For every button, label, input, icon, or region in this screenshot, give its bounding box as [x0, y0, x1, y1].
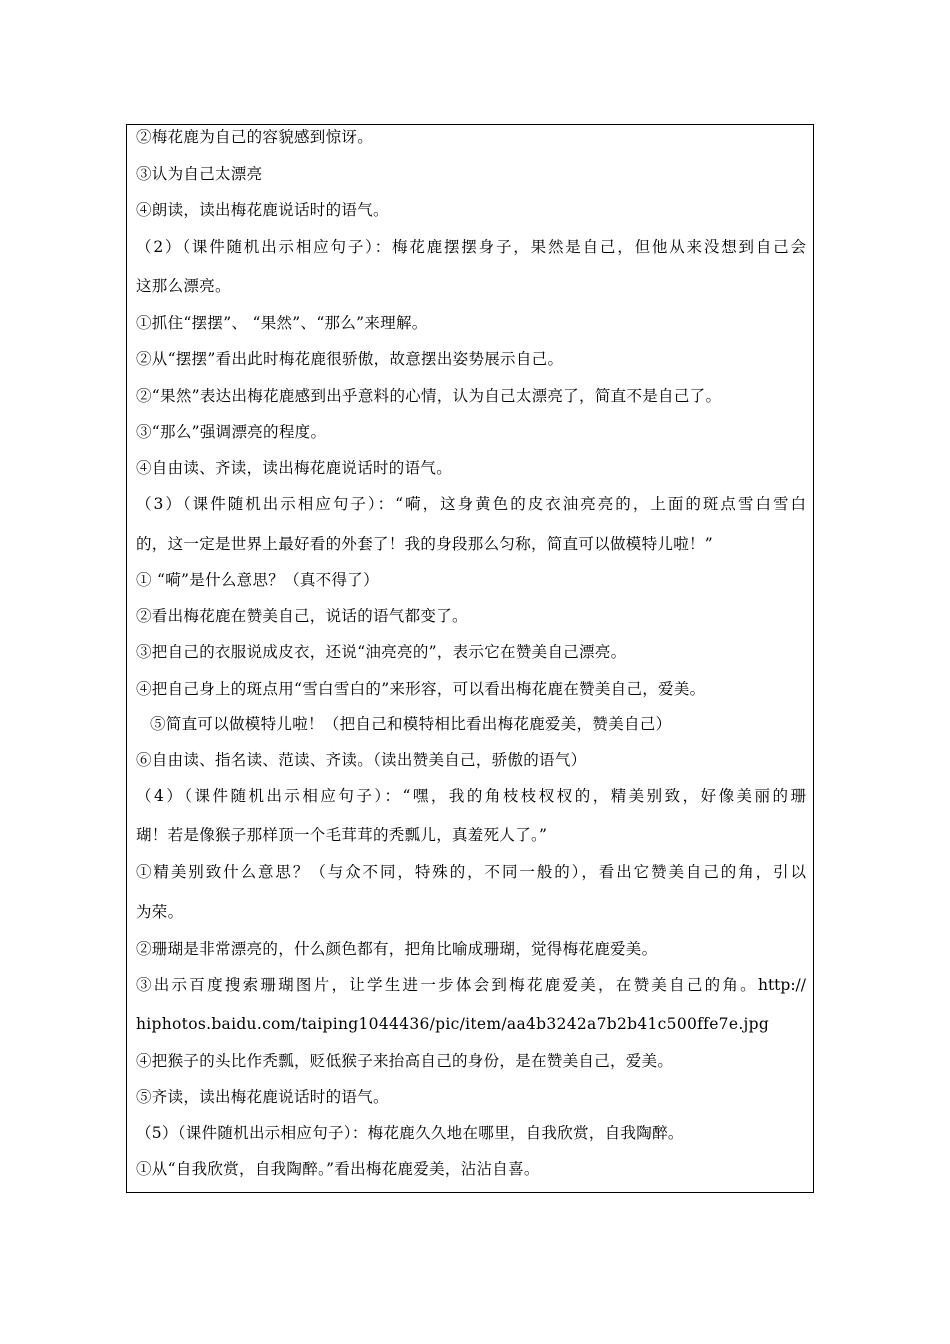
text-line: ④把猴子的头比作秃瓢，贬低猴子来抬高自己的身份，是在赞美自己，爱美。	[136, 1052, 674, 1070]
text-line: （3）（课件随机出示相应句子）：“嗬，这身黄色的皮衣油亮亮的，上面的斑点雪白雪白	[136, 495, 806, 513]
text-line: ④把自己身上的斑点用“雪白雪白的”来形容，可以看出梅花鹿在赞美自己，爱美。	[136, 680, 706, 698]
text-line: （5）（课件随机出示相应句子）：梅花鹿久久地在哪里，自我欣赏，自我陶醉。	[136, 1124, 684, 1142]
text-line: ⑤齐读，读出梅花鹿说话时的语气。	[136, 1088, 389, 1106]
text-line: hiphotos.baidu.com/taiping1044436/pic/item/aa4b3242a7b2b41c500ffe7e.jpg	[136, 1015, 770, 1033]
text-line: ①精美别致什么意思？（与众不同，特殊的，不同一般的），看出它赞美自己的角，引以	[136, 863, 806, 881]
text-line: ②从“摆摆”看出此时梅花鹿很骄傲，故意摆出姿势展示自己。	[136, 350, 564, 368]
text-line: ④自由读、齐读，读出梅花鹿说话时的语气。	[136, 459, 453, 477]
text-line: ②“果然”表达出梅花鹿感到出乎意料的心情，认为自己太漂亮了，简直不是自己了。	[136, 387, 722, 405]
text-line: ③认为自己太漂亮	[136, 165, 263, 183]
text-line: ①从“自我欣赏，自我陶醉。”看出梅花鹿爱美，沾沾自喜。	[136, 1160, 540, 1178]
text-line: 这那么漂亮。	[136, 277, 231, 295]
text-line: ②看出梅花鹿在赞美自己，说话的语气都变了。	[136, 607, 468, 625]
text-line: 为荣。	[136, 903, 184, 921]
text-line: ①抓住“摆摆”、 “果然”、“那么”来理解。	[136, 314, 428, 332]
text-line: ②梅花鹿为自己的容貌感到惊讶。	[136, 128, 374, 146]
text-line: ⑤简直可以做模特儿啦！（把自己和模特相比看出梅花鹿爱美，赞美自己）	[150, 715, 672, 733]
text-line: ②珊瑚是非常漂亮的，什么颜色都有，把角比喻成珊瑚，觉得梅花鹿爱美。	[136, 940, 658, 958]
text-line: ④朗读，读出梅花鹿说话时的语气。	[136, 201, 389, 219]
text-line: ③“那么”强调漂亮的程度。	[136, 423, 327, 441]
text-line: （4）（课件随机出示相应句子）：“嘿，我的角枝枝杈杈的，精美别致，好像美丽的珊	[136, 787, 806, 805]
text-line: 瑚！若是像猴子那样顶一个毛茸茸的秃瓢儿，真羞死人了。”	[136, 826, 548, 844]
text-line: ⑥自由读、指名读、范读、齐读。（读出赞美自己，骄傲的语气）	[136, 751, 587, 769]
text-line: 的，这一定是世界上最好看的外套了！我的身段那么匀称，简直可以做模特儿啦！”	[136, 535, 714, 553]
text-line: （2）（课件随机出示相应句子）：梅花鹿摆摆身子，果然是自己，但他从来没想到自己会	[136, 238, 806, 256]
text-line: ③出示百度搜索珊瑚图片，让学生进一步体会到梅花鹿爱美，在赞美自己的角。http://	[136, 976, 806, 994]
text-line: ③把自己的衣服说成皮衣，还说“油亮亮的”，表示它在赞美自己漂亮。	[136, 643, 627, 661]
text-line: ① “嗬”是什么意思？（真不得了）	[136, 571, 379, 589]
